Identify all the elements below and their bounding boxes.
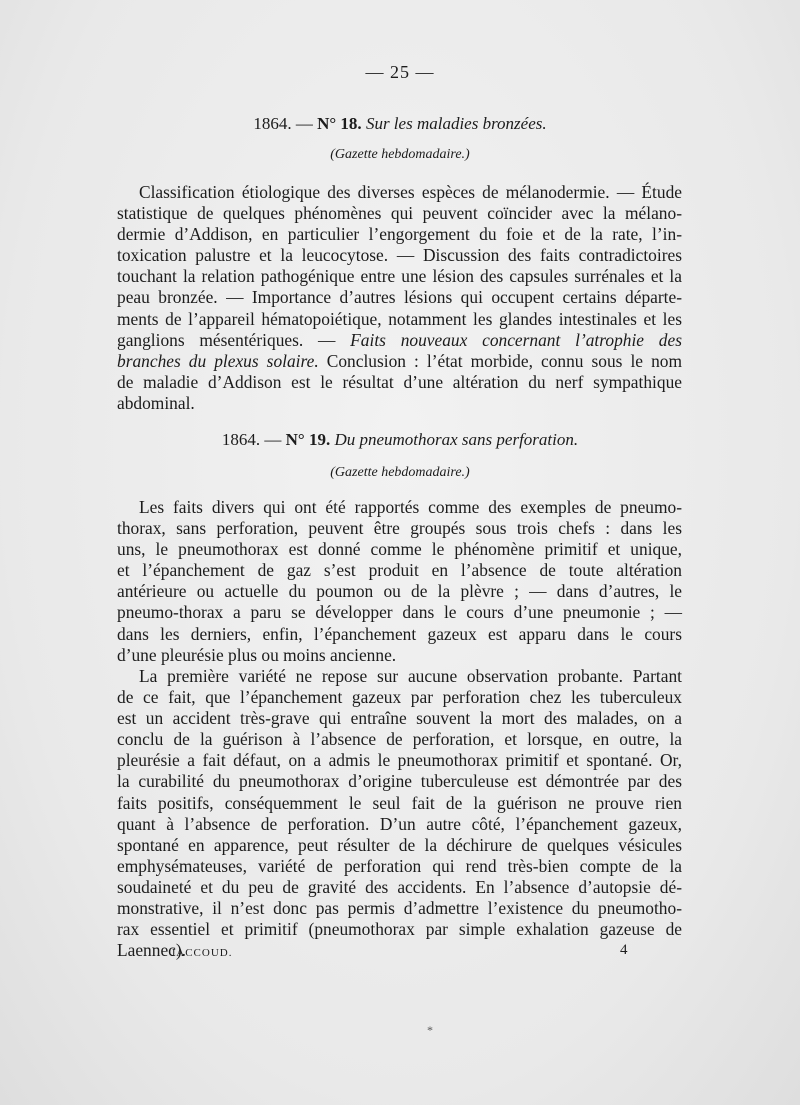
text-line-mixed xyxy=(117,351,682,372)
text-fragment: ganglions mésentériques. — xyxy=(117,329,351,350)
text-line: est un accident très-grave qui entraîne souvent la mort des malades, on a xyxy=(117,708,682,729)
text-line-mixed xyxy=(117,330,682,351)
abstract-paragraph-2 xyxy=(117,666,682,961)
text-line: soudaineté et du peu de gravité des accidents. En l’absence d’autopsie dé- xyxy=(117,876,682,897)
text-line: uns, le pneumothorax est donné comme le phénomène primitif et unique, xyxy=(117,539,682,560)
text-line: emphysémateuses, variété de perforation qui rend très-bien compte de la xyxy=(117,855,682,876)
text-line: pneumo-thorax a paru se développer dans le cours d’une pneumonie ; — xyxy=(117,602,682,623)
entry-dash: — xyxy=(260,430,286,449)
text-line: faits positifs, conséquemment le seul fait de la guérison ne prouve rien xyxy=(117,792,682,813)
text-line: rax essentiel et primitif (pneumothorax par simple exhalation gazeuse de xyxy=(117,919,682,940)
text-line: pleurésie a fait défaut, on a admis le pneumothorax primitif et spontané. Or, xyxy=(117,750,682,771)
entry-number: N° 18. xyxy=(317,114,362,133)
signature-mark: JACCOUD. xyxy=(171,947,233,959)
text-line: toxication palustre et la leucocytose. — Discussion des faits contradictoires xyxy=(117,245,682,266)
text-line: conclu de la guérison à l’absence de perforation, et lorsque, en outre, la xyxy=(117,729,682,750)
text-line: antérieure ou actuelle du poumon ou de la plèvre ; — dans d’autres, le xyxy=(117,581,682,602)
text-line: ments de l’appareil hématopoiétique, notamment les glandes intestinales et les xyxy=(117,308,682,329)
page-number: — 25 — xyxy=(365,62,435,82)
text-line: la curabilité du pneumothorax d’origine tuberculeuse est démontrée par des xyxy=(117,771,682,792)
stray-ink-mark: * xyxy=(427,1023,433,1037)
text-line: statistique de quelques phénomènes qui peuvent coïncider avec la mélano- xyxy=(117,203,682,224)
text-line: La première variété ne repose sur aucune observation probante. Partant xyxy=(139,666,682,686)
entry-number: N° 19. xyxy=(285,430,331,449)
italic-fragment: branches du plexus solaire. xyxy=(117,350,319,371)
text-fragment: Conclusion : l’état morbide, connu sous le nom xyxy=(318,350,682,371)
entry-source: (Gazette hebdomadaire.) xyxy=(330,147,470,162)
text-line: peau bronzée. — Importance d’autres lésions qui occupent certains départe- xyxy=(117,287,682,308)
signature-number: 4 xyxy=(620,942,628,958)
text-line: de maladie d’Addison est le résultat d’une altération du nerf sympathique xyxy=(117,371,682,392)
entry-heading-18 xyxy=(0,114,800,134)
text-line: dans les derniers, enfin, l’épanchement gazeux est apparu dans le cours xyxy=(117,623,682,644)
text-line: thorax, sans perforation, peuvent être groupés sous trois chefs : dans les xyxy=(117,518,682,539)
text-line: abdominal. xyxy=(117,392,195,413)
text-line: Les faits divers qui ont été rapportés comme des exemples de pneumo- xyxy=(139,497,682,517)
entry-title: Du pneumothorax sans perforation. xyxy=(334,430,579,449)
entry-year: 1864. xyxy=(221,430,261,449)
text-line: monstrative, il n’est donc pas permis d’admettre l’existence du pneumotho- xyxy=(117,898,682,919)
text-line: dermie d’Addison, en particulier l’engorgement du foie et de la rate, l’in- xyxy=(117,224,682,245)
text-line: Classification étiologique des diverses espèces de mélanodermie. — Étude xyxy=(139,182,682,202)
text-line: touchant la relation pathogénique entre une lésion des capsules surrénales et la xyxy=(117,266,682,287)
text-line: et l’épanchement de gaz s’est produit en l’absence de toute altération xyxy=(117,560,682,581)
abstract-paragraph xyxy=(117,182,682,414)
text-line: quant à l’absence de perforation. D’un autre côté, l’épanchement gazeux, xyxy=(117,813,682,834)
entry-year: 1864. xyxy=(253,114,292,133)
entry-title: Sur les maladies bronzées. xyxy=(365,114,547,133)
abstract-paragraph-1 xyxy=(117,497,682,666)
italic-fragment: Faits nouveaux concernant l’atrophie des xyxy=(350,329,682,350)
text-line: de ce fait, que l’épanchement gazeux par perforation chez les tuberculeux xyxy=(117,687,682,708)
entry-source: (Gazette hebdomadaire.) xyxy=(330,465,470,480)
text-line: Laennec). xyxy=(117,940,187,961)
entry-dash: — xyxy=(291,114,318,133)
text-line: d’une pleurésie plus ou moins ancienne. xyxy=(117,644,397,665)
entry-heading-19 xyxy=(0,430,800,450)
text-line: spontané en apparence, peut résulter de la déchirure de quelques vésicules xyxy=(117,834,682,855)
